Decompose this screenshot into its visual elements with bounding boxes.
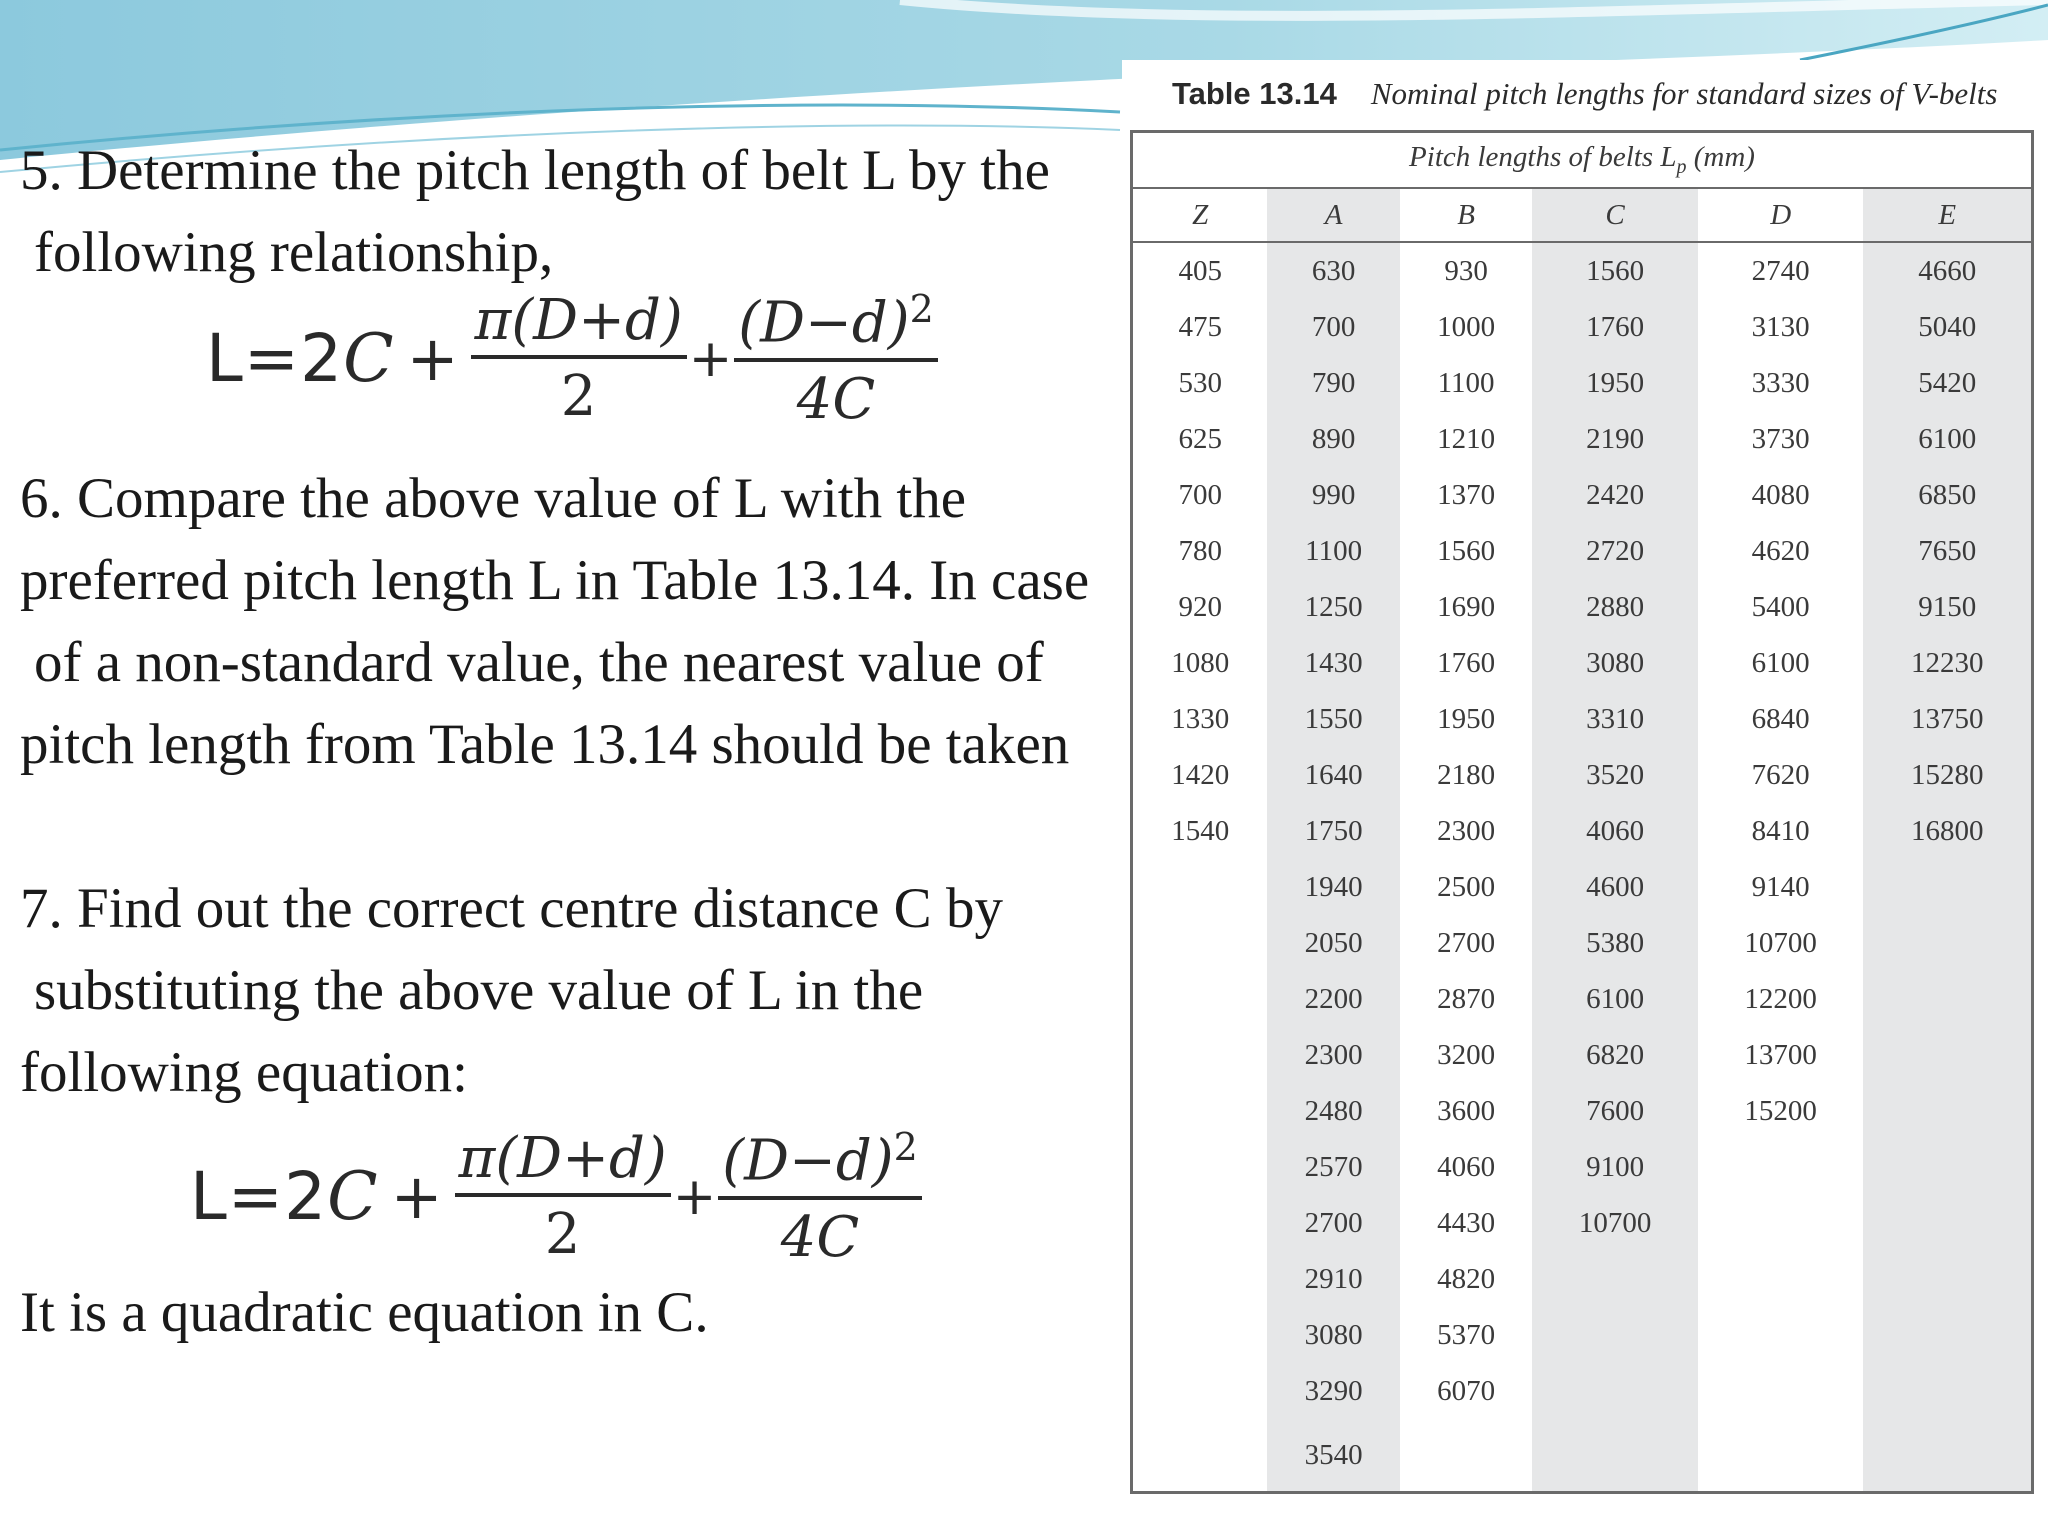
table-cell <box>1863 1083 2032 1139</box>
column-header-a: A <box>1267 188 1399 242</box>
step6-line1: 6. Compare the above value of L with the <box>20 467 967 530</box>
table-cell: 1950 <box>1437 702 1496 735</box>
table-cell <box>1863 1363 2032 1419</box>
table-cell: 1690 <box>1437 590 1496 623</box>
table-cell <box>1132 1419 1268 1493</box>
table-cell: 2190 <box>1532 411 1698 467</box>
column-header-b: B <box>1400 188 1532 242</box>
column-header-d: D <box>1698 188 1864 242</box>
formula-fraction-2 <box>718 1125 922 1270</box>
table-cell: 6100 <box>1532 971 1698 1027</box>
table-cell: 1430 <box>1267 635 1399 691</box>
table-cell: 990 <box>1267 467 1399 523</box>
table-cell: 1550 <box>1267 691 1399 747</box>
table-cell: 1760 <box>1437 646 1496 679</box>
formula-fraction-2 <box>734 287 938 432</box>
table-row <box>1132 467 2033 523</box>
table-row <box>1132 1139 2033 1195</box>
column-header-c: C <box>1532 188 1698 242</box>
table-cell: 2180 <box>1437 758 1496 791</box>
table-cell: 5040 <box>1863 299 2032 355</box>
table-cell: 4820 <box>1437 1262 1496 1295</box>
table-cell <box>1863 859 2032 915</box>
table-row <box>1132 747 2033 803</box>
table-cell <box>1532 1363 1698 1419</box>
table-row <box>1132 803 2033 859</box>
table-cell: 9100 <box>1532 1139 1698 1195</box>
pitch-length-formula-2 <box>190 1125 922 1270</box>
column-header-e: E <box>1863 188 2032 242</box>
table-cell <box>1132 1027 1268 1083</box>
table-cell: 1330 <box>1171 702 1230 735</box>
formula-plus: + <box>390 1160 443 1234</box>
step6-line2: preferred pitch length L in Table 13.14. In case <box>20 549 1090 612</box>
formula-lhs-c: C <box>327 1158 379 1236</box>
table-cell: 700 <box>1178 478 1222 511</box>
table-cell: 2740 <box>1751 254 1810 287</box>
table-cell: 9150 <box>1863 579 2032 635</box>
step6-line4: pitch length from Table 13.14 should be taken <box>20 713 1070 776</box>
table-cell <box>1698 1307 1864 1363</box>
table-cell: 4430 <box>1437 1206 1496 1239</box>
table-cell: 2700 <box>1437 926 1496 959</box>
table-cell: 1560 <box>1437 534 1496 567</box>
table-cell <box>1532 1307 1698 1363</box>
quadratic-note: It is a quadratic equation in C. <box>20 1281 709 1344</box>
table-cell: 1760 <box>1532 299 1698 355</box>
table-cell: 1640 <box>1267 747 1399 803</box>
table-cell: 2720 <box>1532 523 1698 579</box>
table-cell: 2700 <box>1267 1195 1399 1251</box>
pitch-length-table-image <box>1122 60 2042 1496</box>
table-row <box>1132 242 2033 299</box>
table-cell: 3080 <box>1532 635 1698 691</box>
table-cell: 2910 <box>1267 1251 1399 1307</box>
pitch-length-table <box>1130 130 2034 1494</box>
table-cell: 5380 <box>1532 915 1698 971</box>
table-cell: 1950 <box>1532 355 1698 411</box>
table-cell: 890 <box>1267 411 1399 467</box>
table-cell: 6820 <box>1532 1027 1698 1083</box>
table-cell <box>1132 1083 1268 1139</box>
step6-line3: of a non-standard value, the nearest value of <box>34 631 1044 694</box>
table-cell <box>1132 859 1268 915</box>
table-cell: 1080 <box>1171 646 1230 679</box>
step7-line3: following equation: <box>20 1041 469 1104</box>
table-cell: 3520 <box>1532 747 1698 803</box>
table-cell: 8410 <box>1751 814 1810 847</box>
table-cell: 4600 <box>1532 859 1698 915</box>
table-cell: 1560 <box>1532 242 1698 299</box>
fraction-2-exponent: 2 <box>893 1125 918 1169</box>
table-cell: 2300 <box>1437 814 1496 847</box>
table-cell <box>1698 1195 1864 1251</box>
table-cell: 12230 <box>1863 635 2032 691</box>
table-cell: 700 <box>1267 299 1399 355</box>
table-cell <box>1132 1139 1268 1195</box>
table-cell <box>1863 1195 2032 1251</box>
table-row <box>1132 1083 2033 1139</box>
table-cell: 4620 <box>1751 534 1810 567</box>
table-cell: 15280 <box>1863 747 2032 803</box>
table-cell <box>1132 971 1268 1027</box>
table-cell: 2200 <box>1267 971 1399 1027</box>
table-cell: 2500 <box>1437 870 1496 903</box>
table-cell: 530 <box>1178 366 1222 399</box>
table-cell: 6850 <box>1863 467 2032 523</box>
fraction-2-denominator: 4C <box>796 366 876 432</box>
table-row <box>1132 1419 2033 1493</box>
table-cell: 1940 <box>1267 859 1399 915</box>
table-cell: 1750 <box>1267 803 1399 859</box>
table-cell: 625 <box>1178 422 1222 455</box>
table-cell <box>1132 1363 1268 1419</box>
table-cell: 4060 <box>1532 803 1698 859</box>
table-cell: 1370 <box>1437 478 1496 511</box>
formula-lhs: L=2 <box>190 1158 328 1236</box>
table-row <box>1132 1027 2033 1083</box>
fraction-2-numerator: (D−d) <box>738 290 910 356</box>
table-cell: 1420 <box>1171 758 1230 791</box>
table-cell: 12200 <box>1744 982 1817 1015</box>
table-cell <box>1863 1307 2032 1363</box>
table-cell: 920 <box>1178 590 1222 623</box>
table-cell <box>1863 1139 2032 1195</box>
column-header-z: Z <box>1132 188 1268 242</box>
table-cell: 3730 <box>1751 422 1810 455</box>
formula-plus-2: + <box>688 328 733 389</box>
formula-lhs-c: C <box>343 320 395 398</box>
fraction-1-denominator: 2 <box>544 1201 581 1267</box>
table-cell: 3600 <box>1437 1094 1496 1127</box>
table-cell: 1250 <box>1267 579 1399 635</box>
table-cell: 630 <box>1267 242 1399 299</box>
table-cell: 3080 <box>1267 1307 1399 1363</box>
formula-fraction-1 <box>455 1125 671 1267</box>
table-cell: 475 <box>1178 310 1222 343</box>
table-cell: 2050 <box>1267 915 1399 971</box>
table-cell <box>1132 915 1268 971</box>
table-cell: 9140 <box>1751 870 1810 903</box>
table-cell <box>1698 1419 1864 1493</box>
table-cell <box>1532 1251 1698 1307</box>
table-number: Table 13.14 <box>1172 76 1337 111</box>
table-caption <box>1172 76 1997 112</box>
table-cell: 2480 <box>1267 1083 1399 1139</box>
table-row <box>1132 859 2033 915</box>
table-cell <box>1863 1251 2032 1307</box>
table-cell: 5420 <box>1863 355 2032 411</box>
table-cell <box>1863 971 2032 1027</box>
table-cell: 6100 <box>1863 411 2032 467</box>
table-cell: 1100 <box>1437 366 1495 399</box>
table-row <box>1132 1251 2033 1307</box>
table-cell: 1000 <box>1437 310 1496 343</box>
fraction-1-numerator: π(D+d) <box>471 293 687 359</box>
table-cell: 2300 <box>1267 1027 1399 1083</box>
step5-line2: following relationship, <box>34 221 554 284</box>
table-cell: 2570 <box>1267 1139 1399 1195</box>
table-cell: 3540 <box>1267 1419 1399 1493</box>
table-cell: 780 <box>1178 534 1222 567</box>
table-header-text: Pitch lengths of belts $L_p$ (mm) <box>1409 141 1755 178</box>
fraction-1-denominator: 2 <box>560 363 597 429</box>
table-cell: 3310 <box>1532 691 1698 747</box>
formula-plus-2: + <box>672 1166 717 1227</box>
table-cell: 16800 <box>1863 803 2032 859</box>
step7-line2: substituting the above value of L in the <box>34 959 924 1022</box>
table-cell <box>1132 1195 1268 1251</box>
table-cell: 2420 <box>1532 467 1698 523</box>
table-cell <box>1863 1027 2032 1083</box>
table-cell: 3290 <box>1267 1363 1399 1419</box>
formula-lhs: L=2 <box>206 320 344 398</box>
table-cell <box>1132 1251 1268 1307</box>
table-cell: 7620 <box>1751 758 1810 791</box>
table-cell: 3330 <box>1751 366 1810 399</box>
table-cell: 2870 <box>1437 982 1496 1015</box>
table-cell <box>1698 1251 1864 1307</box>
table-row <box>1132 915 2033 971</box>
table-cell: 5370 <box>1437 1318 1496 1351</box>
table-row <box>1132 635 2033 691</box>
table-cell: 4060 <box>1437 1150 1496 1183</box>
table-cell: 5400 <box>1751 590 1810 623</box>
table-cell: 1210 <box>1437 422 1496 455</box>
table-cell: 1540 <box>1171 814 1230 847</box>
table-cell: 930 <box>1444 254 1488 287</box>
table-cell: 7600 <box>1532 1083 1698 1139</box>
table-cell: 3200 <box>1437 1038 1496 1071</box>
table-body <box>1132 242 2033 1493</box>
fraction-2-denominator: 4C <box>780 1204 860 1270</box>
table-group-header <box>1132 132 2033 189</box>
table-cell <box>1132 1307 1268 1363</box>
table-cell: 13700 <box>1744 1038 1817 1071</box>
table-cell: 4080 <box>1751 478 1810 511</box>
table-row <box>1132 355 2033 411</box>
table-cell: 10700 <box>1744 926 1817 959</box>
table-row <box>1132 691 2033 747</box>
table-cell <box>1863 1419 2032 1493</box>
table-cell <box>1532 1419 1698 1493</box>
table-row <box>1132 1195 2033 1251</box>
table-cell: 4660 <box>1863 242 2032 299</box>
step-text-block <box>20 130 1120 1114</box>
step7-line1: 7. Find out the correct centre distance C by <box>20 877 1003 940</box>
table-row <box>1132 411 2033 467</box>
table-cell <box>1400 1419 1532 1493</box>
table-cell: 13750 <box>1863 691 2032 747</box>
step5-line1: 5. Determine the pitch length of belt L by the <box>20 139 1050 202</box>
table-row <box>1132 971 2033 1027</box>
table-cell: 7650 <box>1863 523 2032 579</box>
table-row <box>1132 523 2033 579</box>
table-cell <box>1698 1363 1864 1419</box>
table-cell: 2880 <box>1532 579 1698 635</box>
table-row <box>1132 299 2033 355</box>
table-cell <box>1698 1139 1864 1195</box>
table-cell: 405 <box>1178 254 1222 287</box>
pitch-length-formula-1 <box>206 287 938 432</box>
table-cell: 15200 <box>1744 1094 1817 1127</box>
fraction-2-numerator: (D−d) <box>722 1128 894 1194</box>
table-cell: 1100 <box>1267 523 1399 579</box>
fraction-2-exponent: 2 <box>909 287 934 331</box>
formula-fraction-1 <box>471 287 687 429</box>
table-row <box>1132 1307 2033 1363</box>
table-cell: 3130 <box>1751 310 1810 343</box>
table-row <box>1132 1363 2033 1419</box>
table-cell: 6100 <box>1751 646 1810 679</box>
table-column-headers <box>1132 188 2033 242</box>
table-cell: 790 <box>1267 355 1399 411</box>
table-cell: 6070 <box>1437 1374 1496 1407</box>
table-row <box>1132 579 2033 635</box>
table-cell <box>1863 915 2032 971</box>
table-cell: 10700 <box>1532 1195 1698 1251</box>
table-cell: 6840 <box>1751 702 1810 735</box>
table-title: Nominal pitch lengths for standard sizes of V-belts <box>1370 76 1998 111</box>
formula-plus: + <box>406 322 459 396</box>
fraction-1-numerator: π(D+d) <box>455 1131 671 1197</box>
